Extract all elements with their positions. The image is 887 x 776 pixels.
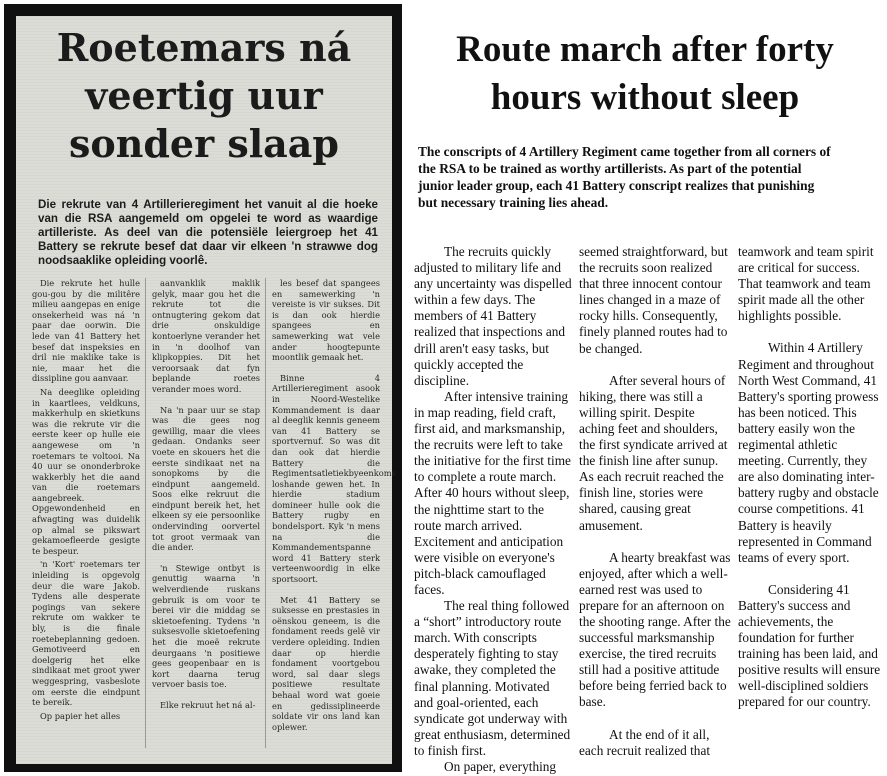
translation-paragraph: Within 4 Artillery Regiment and throughout North West Command, 41 Battery's sporting prowess has been noticed. This battery easily won the regimental athletic meeting. Currently, they are also dominating inter-battery rugby and obstacle course competitions. 41 Battery is heavily represented in Command teams of every sport. — [738, 340, 879, 565]
clipping-paragraph: aanvanklik maklik gelyk, maar gou het die rekrute tot die ontnugtering gekom dat drie onskuldige kontoerlyne verander het in 'n doolhof van klipkoppies. Dit het veroorsaak dat fyn beplande roetes verander moes word. — [152, 278, 260, 394]
translation-headline-line: Route march after forty — [456, 29, 834, 70]
clipping-paragraph: 'n Stewige ontbyt is genuttig waarna 'n welverdiende ruskans gebruik is om voor te berei vir die middag se skietoefening. Tydens 'n suksesvolle skietoefening het die moeë rekrute deurgaans 'n positiewe gees geopenbaar en is kort daarna terug vervoer basis toe. — [152, 562, 260, 690]
translation-paragraph: After intensive training in map reading, field craft, first aid, and marksmanship, the recruits were left to take the initiative for the first time to complete a route march. After 40 hours without sleep, the nighttime start to the route march arrived. Excitement and anticipation were visible on everyone's pitch-black camouflaged faces. — [414, 388, 571, 597]
clipping-column-1 — [32, 278, 140, 756]
clipping-paragraph: Na deeglike opleiding in kaartlees, veldkuns, makkerhulp en skietkuns was die rekrute vir die eerste keer op hulle eie aangewese om 'n roetemars te voltooi. Na 40 uur se ononderbroke wakkerbly het die aand van die roetemars aangebreek. Opgewondenheid en afwagting was duidelik op almal se pikswart gekamoefleerde gesigte te bespeur. — [32, 386, 140, 556]
translation-paragraph: On paper, everything — [444, 759, 557, 774]
translation-headline-line: hours without sleep — [490, 77, 800, 118]
translation-paragraph: Considering 41 Battery's success and achievements, the foundation for further training has been laid, and positive results will ensure well-disciplined soldiers prepared for our country. — [738, 581, 881, 710]
translation-paragraph: The real thing followed a “short” introductory route march. With conscripts desperately fighting to stay awake, they completed the final planning. Motivated and goal-oriented, each syndicate got underway with great enthusiasm, determined to finish first. — [414, 598, 571, 758]
translation-paragraph: A hearty breakfast was enjoyed, after which a well-earned rest was used to prepare for an afternoon on the shooting range. After the successful marksmanship exercise, the tired recruits still had a positive attitude before being ferried back to base. — [579, 549, 731, 710]
translation-headline — [408, 26, 882, 122]
column-rule — [265, 278, 266, 748]
translation-paragraph: The recruits quickly adjusted to military life and any uncertainty was dispelled within a few days. The members of 41 Battery realized that inspections and drill aren't easy tasks, but quickly accepted the discipline. — [414, 244, 572, 388]
clipping-lead-paragraph: Die rekrute van 4 Artillerieregiment het vanuit al die hoeke van die RSA aangemeld om opgelei te word as waardige artilleriste. As deel van die potensiële leiergroep het 41 Battery se rekrute besef dat daar vir elkeen 'n strawwe dog noodsaaklike opleiding voorlê. — [38, 198, 378, 267]
clipping-paragraph: Binne 4 Artillerieregiment asook in Noord-Westelike Kommandement is daar al deeglik kennis geneem van 41 Battery se sportvernuf. So was dit dan ook dat hierdie Battery die Regimentsatletiekbyeenkoms loshande gewen het. In hierdie stadium domineer hulle ook die Battery rugby en bondelsport. Kyk 'n mens na die Kommandementspanne word 41 Battery sterk verteenwoordig in elke sportsoort. — [272, 372, 396, 585]
clipping-column-2 — [152, 278, 260, 756]
translation-column-2 — [579, 244, 731, 764]
translation-column-3 — [738, 244, 883, 764]
translation-paragraph: At the end of it all, each recruit realized that — [579, 726, 711, 758]
clipping-column-3 — [272, 278, 396, 756]
clipping-headline-line: Roetemars ná — [56, 25, 352, 70]
translation-lead-paragraph: The conscripts of 4 Artillery Regiment came together from all corners of the RSA to be trained as worthy artillerists. As part of the potential junior leader group, each 41 Battery conscript realizes that punishing but necessary training lies ahead. — [418, 144, 831, 210]
translation-paragraph: seemed straightforward, but the recruits soon realized that three innocent contour lines changed in a maze of rocky hills. Consequently, finely planned routes had to be changed. — [579, 244, 728, 356]
clipping-paragraph: 'n 'Kort' roetemars ter inleiding is opgevolg deur die ware Jakob. Tydens alle desperate pogings van sekere rekrute om wakker te bly, is die finale roetebeplanning gedoen. Gemotiveerd en doelgerig het elke sindikaat met groot ywer weggespring, vasbeslote om eerste die eindpunt te bereik. — [32, 559, 140, 708]
clipping-paragraph: Die rekrute het hulle gou-gou by die militêre milieu aangepas en enige onsekerheid was ná 'n paar dae oorwin. Die lede van 41 Battery het besef dat inspeksies en dril nie maklike take is nie, maar het die dissipline gou aanvaar. — [32, 278, 140, 384]
clipping-headline — [16, 24, 392, 168]
clipping-paper — [16, 16, 396, 764]
clipping-paragraph: les besef dat spangees en samewerking 'n vereiste is vir sukses. Dit is dan ook hierdie spangees en samewerking wat vele ander hoogtepunte moontlik gemaak het. — [272, 278, 380, 363]
translation-column-1 — [414, 244, 572, 774]
translation-paragraph: teamwork and team spirit are critical for success. That teamwork and team spirit made all the other highlights possible. — [738, 244, 874, 324]
clipping-paragraph: Na 'n paar uur se stap was die gees nog gewillig, maar die vlees gedaan. Ondanks seer voete en skouers het die eerste sindikaat net na sonopkoms by die eindpunt aangemeld. Soos elke rekruut die eindpunt bereik het, het elkeen sy eie persoonlike ondervinding oorvertel tot groot vermaak van die ander. — [152, 404, 260, 553]
clipping-paragraph: Elke rekruut het ná al- — [160, 699, 256, 710]
translation-paragraph: After several hours of hiking, there was still a willing spirit. Despite aching feet and shoulders, the first syndicate arrived at the finish line after sunup. As each recruit reached the finish line, stories were shared, causing great amusement. — [579, 372, 728, 533]
clipping-paragraph: Op papier het alles — [40, 710, 121, 721]
column-rule — [145, 278, 146, 748]
clipping-headline-line: veertig uur — [85, 73, 323, 118]
clipping-headline-line: sonder slaap — [68, 121, 339, 166]
clipping-body — [32, 278, 396, 756]
newspaper-clipping — [4, 4, 402, 772]
clipping-paragraph: Met 41 Battery se suksesse en prestasies in oënskou geneem, is die fondament reeds gelê vir verdere opleiding. Indien daar op hierdie fondament voortgebou word, sal daar slegs positiewe resultate behaal word wat goeie en gedissiplineerde soldate vir ons land kan oplewer. — [272, 594, 380, 732]
